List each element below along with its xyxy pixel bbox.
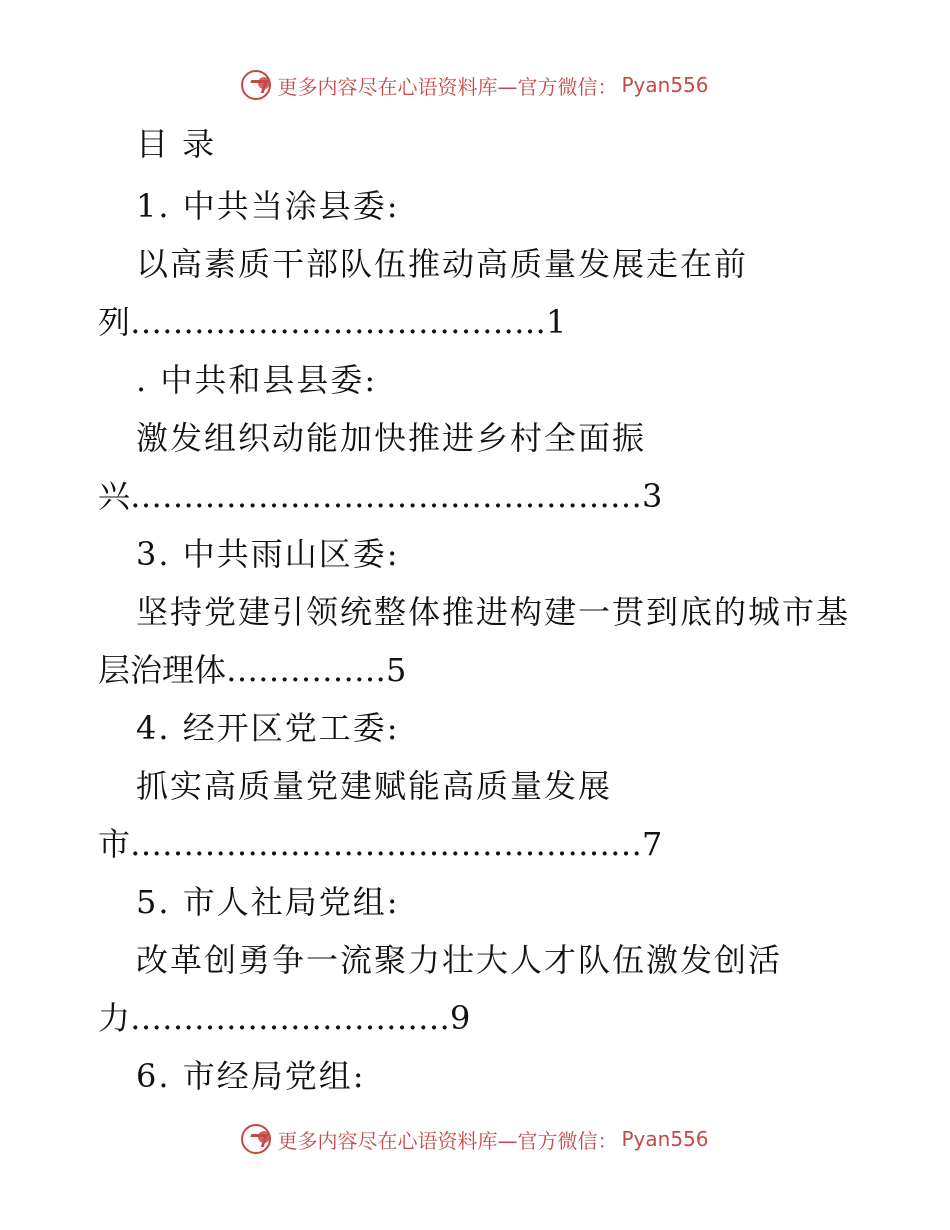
toc-title: 目 录 [136, 125, 217, 163]
toc-entry-5-line2: 力…………………………9 [98, 999, 471, 1037]
toc-entry-2-line2: 兴…………………………………………3 [98, 477, 663, 515]
watermark-text: 更多内容尽在心语资料库—官方微信： [277, 74, 618, 99]
toc-entry-5-line1: 改革创勇争一流聚力壮大人才队伍激发创活 [136, 941, 783, 979]
toc-entry-3-line1: 坚持党建引领统整体推进构建一贯到底的城市基 [136, 593, 851, 631]
toc-heading-4: 4. 经开区党工委: [136, 709, 400, 747]
toc-heading-5: 5. 市人社局党组: [136, 883, 400, 921]
toc-entry-3-line2: 层治理体……………5 [98, 651, 407, 689]
toc-entry-1-line1: 以高素质干部队伍推动高质量发展走在前 [136, 245, 749, 283]
watermark-text: 更多内容尽在心语资料库—官方微信： [277, 1128, 618, 1153]
toc-entry-2-line1: 激发组织动能加快推进乡村全面振 [136, 419, 647, 457]
logo-icon [241, 70, 271, 100]
toc-heading-3: 3. 中共雨山区委: [136, 535, 400, 573]
watermark-header [0, 70, 950, 100]
watermark-footer [0, 1124, 950, 1154]
watermark-handle: Pyan556 [621, 73, 709, 97]
logo-icon [241, 1124, 271, 1154]
toc-entry-4-line2: 市…………………………………………7 [98, 825, 663, 863]
toc-heading-1: 1. 中共当涂县委: [136, 187, 400, 225]
toc-heading-2: . 中共和县县委: [136, 361, 378, 399]
toc-entry-1-line2: 列…………………………………1 [98, 303, 567, 341]
toc-entry-4-line1: 抓实高质量党建赋能高质量发展 [136, 767, 613, 805]
watermark-handle: Pyan556 [621, 1127, 709, 1151]
toc-heading-6: 6. 市经局党组: [136, 1057, 366, 1095]
